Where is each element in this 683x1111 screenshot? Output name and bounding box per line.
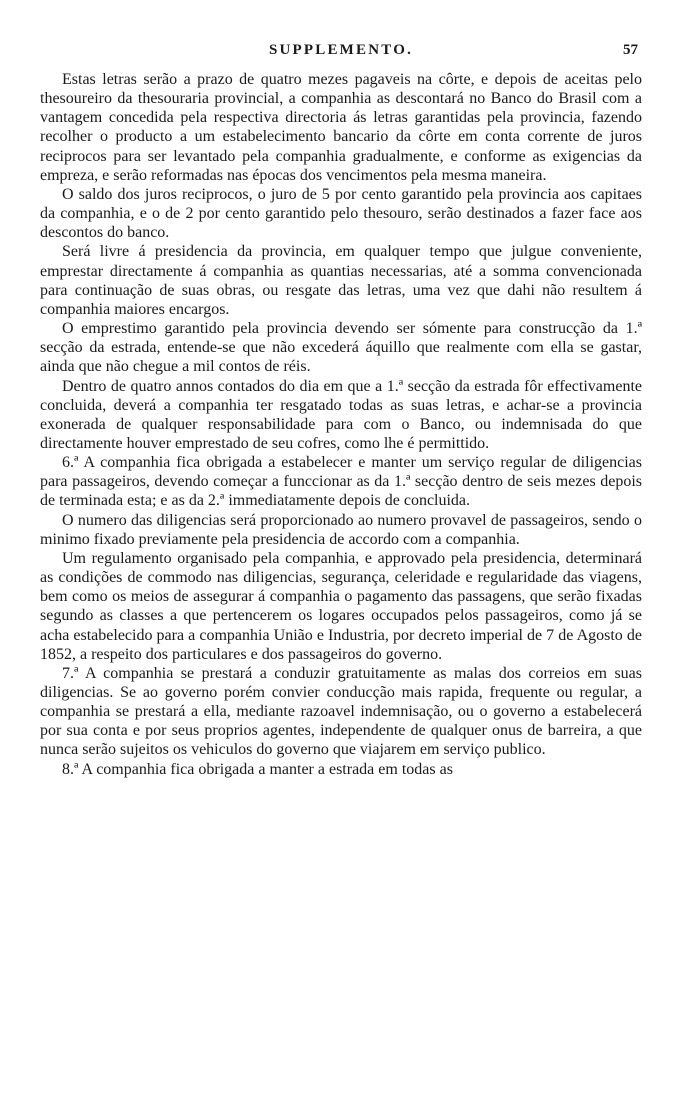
paragraph: 6.ª A companhia fica obrigada a estabelecer e manter um serviço regular de diligencias para passageiros, devendo começar a funccionar as da 1.ª secção dentro de seis mezes depois de terminada esta; e as da 2.ª immediatamente depois de concluida. [40,454,642,510]
paragraph: Estas letras serão a prazo de quatro mezes pagaveis na côrte, e depois de aceitas pelo thesoureiro da thesouraria provincial, a companhia as descontará no Banco do Brasil com a vantagem concedida pela respectiva directoria ás letras garantidas pela provincia, fazendo recolher o producto a um estabelecimento bancario da côrte em conta corrente de juros reciprocos para ser levantado pela companhia gradualmente, e conforme as exigencias da empreza, e serão reformadas nas épocas dos vencimentos pela mesma maneira. [40,71,642,184]
paragraph: 8.ª A companhia fica obrigada a manter a estrada em todas as [62,760,453,778]
paragraph: Será livre á presidencia da provincia, em qualquer tempo que julgue conveniente, emprestar directamente á companhia as quantias necessarias, até a somma convencionada para continuação de suas obras, ou resgate das letras, uma vez que dahi não resultem á companhia maiores encargos. [40,243,642,318]
paragraph: O emprestimo garantido pela provincia devendo ser sómente para construcção da 1.ª secção da estrada, entende-se que não excederá áquillo que realmente com ella se gastar, ainda que não chegue a mil contos de réis. [40,320,642,376]
paragraph: Dentro de quatro annos contados do dia em que a 1.ª secção da estrada fôr effectivamente concluida, deverá a companhia ter resgatado todas as suas letras, e achar-se a provincia exonerada de qualquer responsabilidade para com o Banco, ou indemnisada do que directamente houver emprestado de seu cofres, como lhe é permittido. [40,377,642,452]
body-text [40,70,642,779]
paragraph: 7.ª A companhia se prestará a conduzir gratuitamente as malas dos correios em suas diligencias. Se ao governo porém convier conducção mais rapida, frequente ou regular, a companhia se prestará a ella, mediante razoavel indemnisação, ou o governo a estabelecerá por sua conta e por seus proprios agentes, independente de qualquer onus de barreira, a que nunca serão sujeitos os vehiculos do governo que viajarem em serviço publico. [40,664,642,759]
document-page [40,40,642,779]
paragraph: O numero das diligencias será proporcionado ao numero provavel de passageiros, sendo o minimo fixado previamente pela presidencia de accordo com a companhia. [40,511,642,548]
page-number: 57 [623,42,638,58]
running-title: SUPPLEMENTO. [268,42,414,58]
paragraph: Um regulamento organisado pela companhia, e approvado pela presidencia, determinará as condições de commodo nas diligencias, segurança, celeridade e regularidade das viagens, bem como os meios de assegurar á companhia o pagamento das passagens, que serão fixadas segundo as classes a que pertencerem os logares occupados pelos passageiros, como já se acha estabelecido para a companhia União e Industria, por decreto imperial de 7 de Agosto de 1852, a respeito dos particulares e dos passageiros do governo. [40,549,642,663]
paragraph: O saldo dos juros reciprocos, o juro de 5 por cento garantido pela provincia aos capitaes da companhia, e o de 2 por cento garantido pelo thesouro, serão destinados a fazer face aos descontos do banco. [40,185,642,242]
page-header [40,40,642,70]
